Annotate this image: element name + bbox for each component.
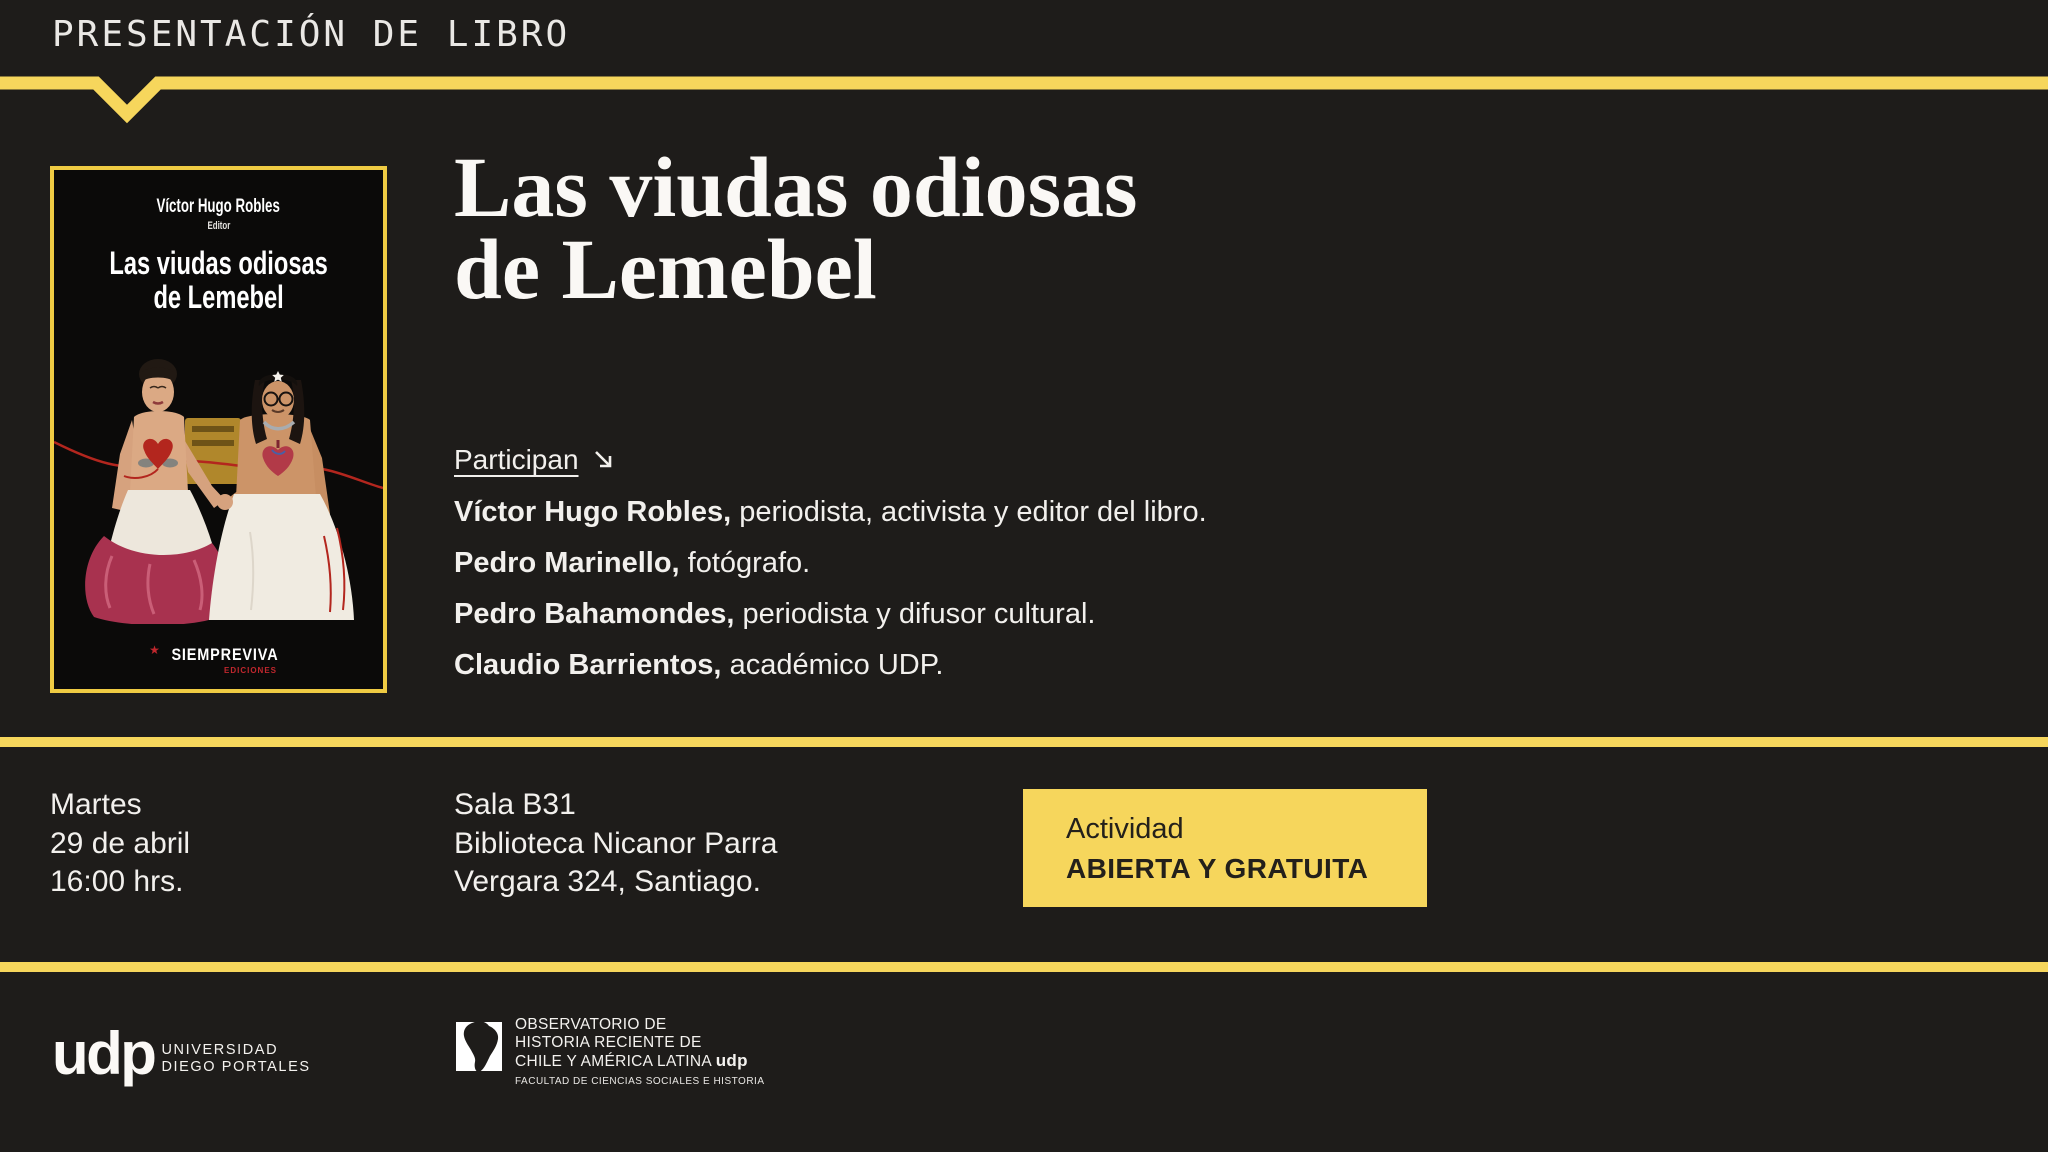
kicker-label: PRESENTACIÓN DE LIBRO [52, 14, 571, 55]
location-address: Vergara 324, Santiago. [454, 865, 761, 898]
schedule-time: 16:00 hrs. [50, 865, 184, 898]
location-room: Sala B31 [454, 788, 576, 821]
location-block [454, 786, 777, 902]
event-title-line1: Las viudas odiosas [454, 139, 1138, 235]
participant-description: periodista y difusor cultural. [742, 598, 1096, 630]
top-divider-with-chevron [0, 0, 2048, 140]
bottom-divider [0, 962, 2048, 972]
udp-university-name [161, 1042, 310, 1076]
observatorio-faculty-line: FACULTAD DE CIENCIAS SOCIALES E HISTORIA [515, 1076, 765, 1087]
participants-list [454, 487, 1207, 691]
schedule-block [50, 786, 190, 902]
participants-heading-label: Participan [454, 444, 579, 475]
participant-description: periodista, activista y editor del libro. [739, 496, 1207, 528]
badge-line1: Actividad [1066, 813, 1184, 845]
participant-row [454, 538, 1207, 589]
participant-name: Víctor Hugo Robles, [454, 496, 732, 528]
cover-publisher [54, 643, 383, 675]
cover-title-line2: de Lemebel [153, 279, 284, 315]
schedule-day: Martes [50, 788, 142, 821]
publisher-subline: EDICIONES [223, 666, 277, 675]
south-america-map-icon [456, 1020, 502, 1073]
book-cover [50, 166, 387, 693]
participant-row [454, 487, 1207, 538]
observatorio-logo [456, 1016, 765, 1087]
cover-title-line1: Las viudas odiosas [109, 245, 328, 281]
observatorio-line3: CHILE Y AMÉRICA LATINA udp [515, 1051, 748, 1070]
publisher-name: SIEMPREVIVA [171, 645, 279, 664]
participant-name: Claudio Barrientos, [454, 649, 722, 681]
event-title [454, 139, 1138, 317]
publisher-star-icon: ★ [149, 643, 160, 657]
open-activity-badge [1023, 789, 1427, 907]
participant-name: Pedro Marinello, [454, 547, 680, 579]
observatorio-udp-brand: udp [715, 1051, 748, 1070]
udp-name-line1: UNIVERSIDAD [161, 1042, 279, 1058]
cover-title [109, 246, 327, 314]
observatorio-line2: HISTORIA RECIENTE DE [515, 1034, 702, 1051]
observatorio-text [515, 1016, 765, 1087]
middle-divider [0, 737, 2048, 747]
participant-row [454, 589, 1207, 640]
schedule-date: 29 de abril [50, 826, 191, 860]
observatorio-line1: OBSERVATORIO DE [515, 1016, 667, 1033]
participant-description: académico UDP. [729, 649, 944, 681]
southeast-arrow-icon [592, 448, 616, 472]
udp-logo [52, 1020, 311, 1087]
udp-name-line2: DIEGO PORTALES [161, 1059, 311, 1075]
participants-heading [454, 444, 616, 476]
book-cover-photo [54, 322, 383, 624]
participant-description: fotógrafo. [687, 547, 811, 579]
cover-author-role: Editor [207, 220, 230, 232]
cover-author: Víctor Hugo Robles [156, 196, 281, 217]
location-building: Biblioteca Nicanor Parra [454, 826, 778, 860]
udp-wordmark: udp [52, 1020, 155, 1087]
joined-hands [217, 494, 233, 510]
participant-name: Pedro Bahamondes, [454, 598, 735, 630]
participant-row [454, 640, 1207, 691]
event-title-line2: de Lemebel [454, 221, 877, 317]
badge-line2: ABIERTA Y GRATUITA [1066, 853, 1369, 884]
